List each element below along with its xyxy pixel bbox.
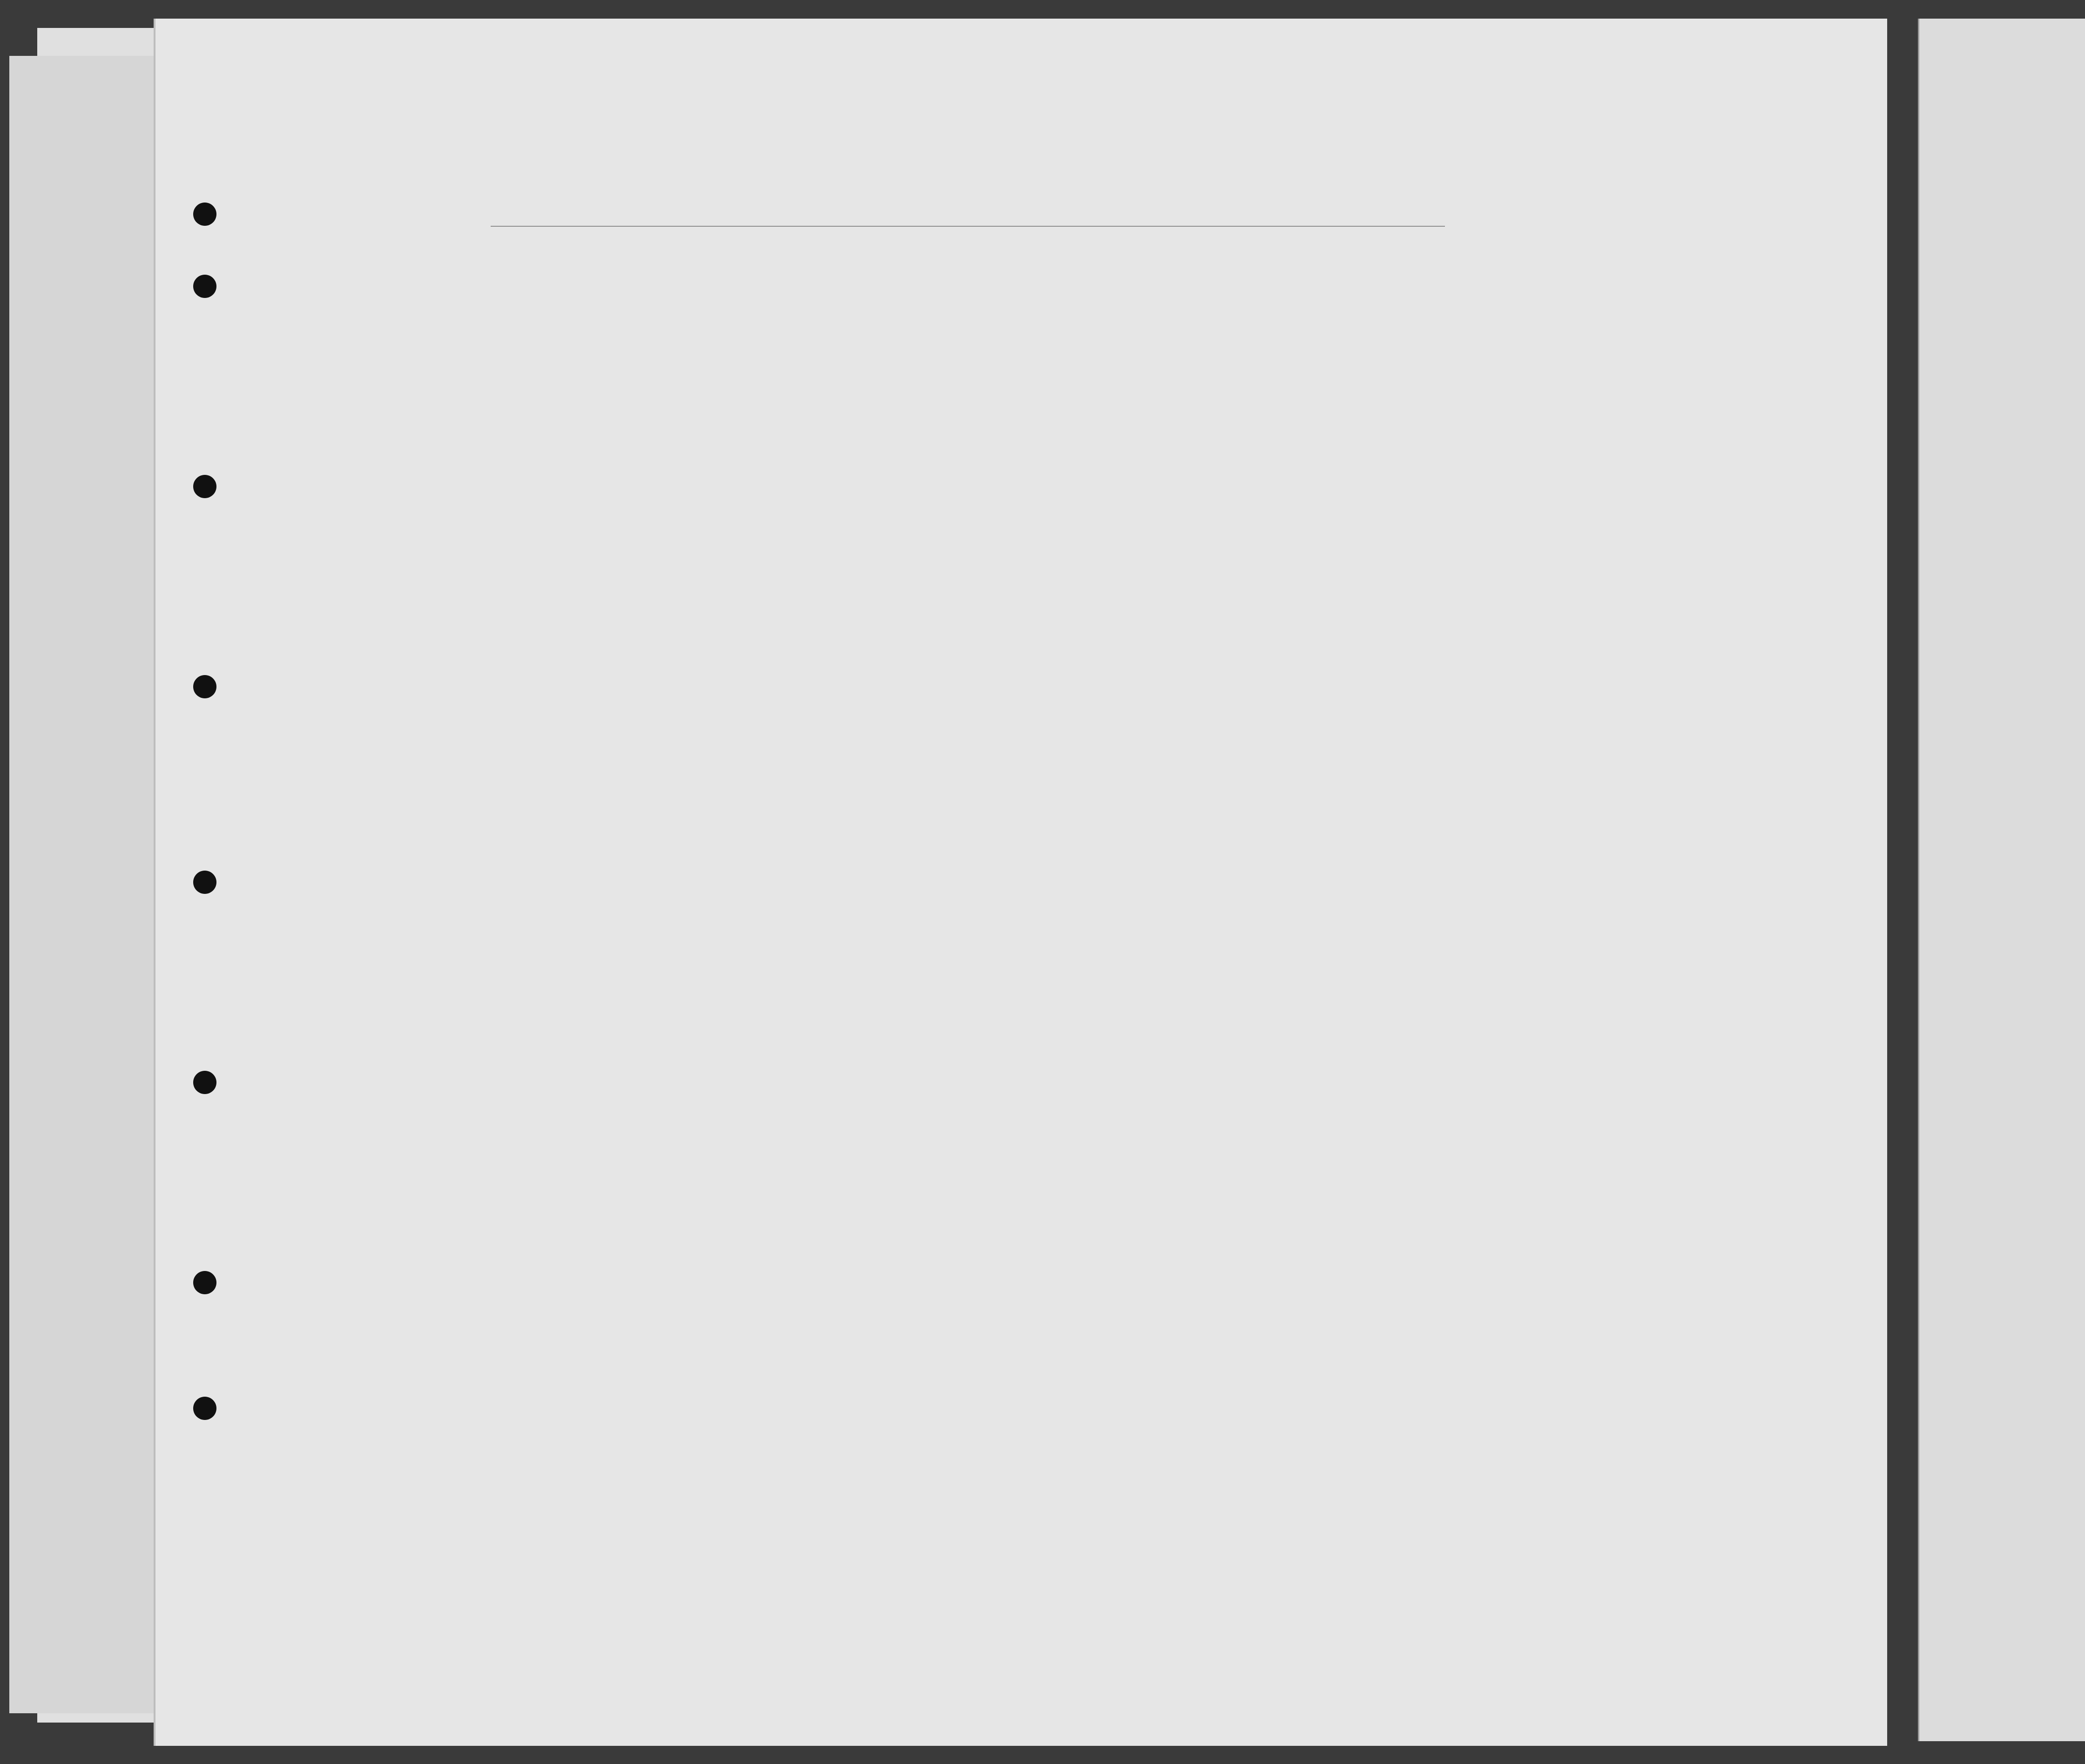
manifest-visa-column (1806, 0, 1946, 1764)
date-underline (1119, 226, 1445, 227)
binder-hole (193, 203, 216, 226)
binder-hole (193, 275, 216, 298)
header-purpose-citizen (1105, 307, 1128, 410)
header-prison (1138, 307, 1161, 410)
port-underline (491, 226, 1119, 227)
binder-hole (193, 1271, 216, 1294)
header-deported (1310, 307, 1333, 410)
binder-hole (193, 475, 216, 498)
binder-hole (193, 675, 216, 698)
header-purpose-length (1054, 307, 1077, 410)
header-q24 (1221, 307, 1254, 410)
manifest-sheet (154, 19, 1887, 1746)
binder-hole (193, 1397, 216, 1420)
header-offer (1268, 307, 1301, 410)
binder-hole (193, 1071, 216, 1094)
header-purpose-return (993, 307, 1021, 410)
binder-hole (193, 871, 216, 894)
back-sheet (9, 56, 169, 1713)
